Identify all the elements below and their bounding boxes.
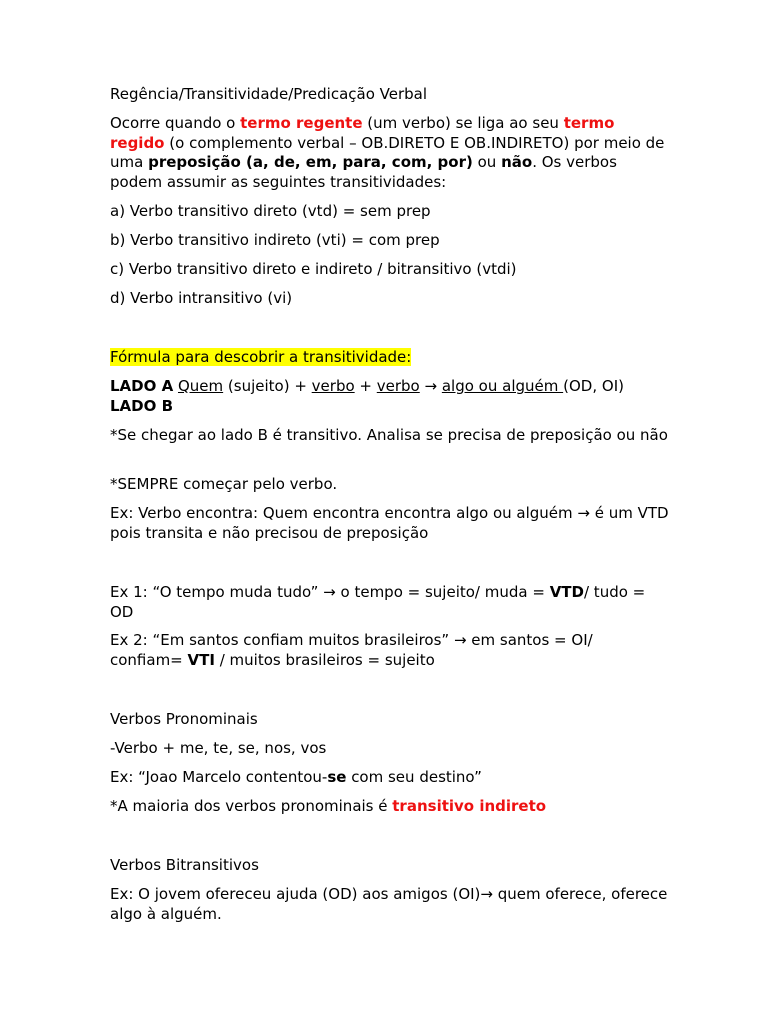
- intro-text-1: Ocorre quando o: [110, 114, 241, 132]
- example-2-text-2: / muitos brasileiros = sujeito: [214, 650, 435, 669]
- pronominais-example: [110, 768, 670, 788]
- pronominais-heading: Verbos Pronominais: [110, 710, 258, 728]
- formula-heading-highlight: Fórmula para descobrir a transitividade:: [110, 348, 412, 366]
- bitransitivos-example: Ex: O jovem ofereceu ajuda (OD) aos amigos (OI)→ quem oferece, oferece algo à alguém.: [110, 885, 668, 923]
- lado-a-label: LADO A: [110, 377, 174, 395]
- od-oi-text: (OD, OI): [563, 377, 624, 395]
- verbo-underlined-2: verbo: [376, 377, 420, 395]
- intro-text-3: (o complemento verbal – OB.DIRETO E OB.INDIRETO) por meio de uma: [110, 133, 665, 171]
- vtd-bold: VTD: [549, 583, 584, 601]
- example-2-text-1: Ex 2: “Em santos confiam muitos brasileiros” → em santos = OI/ confiam=: [110, 631, 593, 669]
- list-item-c: c) Verbo transitivo direto e indireto / bitransitivo (vtdi): [110, 260, 517, 278]
- arrow-text: →: [419, 377, 442, 395]
- pronominais-note: [110, 797, 670, 817]
- pronominais-example-text-2: com seu destino”: [346, 768, 482, 786]
- example-main: Ex: Verbo encontra: Quem encontra encontra algo ou alguém → é um VTD pois transita e não precisou de preposição: [110, 504, 669, 542]
- se-bold: se: [327, 768, 347, 786]
- verbo-underlined-1: verbo: [311, 377, 355, 395]
- formula-heading: [110, 348, 670, 368]
- algo-ou-alguem-underlined: algo ou alguém: [441, 377, 564, 395]
- sujeito-text: (sujeito) +: [223, 377, 312, 395]
- list-item-d: d) Verbo intransitivo (vi): [110, 289, 293, 307]
- intro-text-4: ou: [472, 153, 502, 171]
- intro-text-5: . Os verbos podem assumir as seguintes transitividades:: [110, 153, 617, 191]
- plus-text: +: [354, 377, 377, 395]
- example-1-text-1: Ex 1: “O tempo muda tudo” → o tempo = sujeito/ muda =: [110, 583, 550, 601]
- example-1-text-2: / tudo = OD: [110, 583, 646, 621]
- list-item-b: b) Verbo transitivo indireto (vti) = com prep: [110, 231, 440, 249]
- pronominais-note-text: *A maioria dos verbos pronominais é: [110, 797, 393, 815]
- note-lado-b: *Se chegar ao lado B é transitivo. Analisa se precisa de preposição ou não: [110, 426, 668, 444]
- nao-bold: não: [501, 153, 533, 171]
- vti-bold: VTI: [187, 650, 215, 669]
- note-sempre: *SEMPRE começar pelo verbo.: [110, 475, 338, 493]
- intro-text-2: (um verbo) se liga ao seu: [362, 114, 564, 132]
- preposicao-bold: preposição (a, de, em, para, com, por): [148, 153, 473, 171]
- termo-regido-highlight: termo regido: [110, 114, 615, 152]
- lado-b-label: LADO B: [110, 396, 174, 415]
- list-item-a: a) Verbo transitivo direto (vtd) = sem prep: [110, 202, 431, 220]
- document-title: Regência/Transitividade/Predicação Verbal: [110, 85, 428, 103]
- example-1: [110, 583, 670, 622]
- intro-paragraph: [110, 114, 670, 192]
- formula-paragraph: [110, 377, 670, 416]
- quem-underlined: Quem: [177, 377, 224, 395]
- pronominais-example-text-1: Ex: “Joao Marcelo contentou-: [110, 768, 328, 786]
- example-2: [110, 631, 670, 670]
- pronominais-rule: -Verbo + me, te, se, nos, vos: [110, 739, 327, 757]
- bitransitivos-heading: Verbos Bitransitivos: [110, 856, 259, 874]
- termo-regente-highlight: termo regente: [240, 114, 363, 132]
- transitivo-indireto-highlight: transitivo indireto: [392, 797, 547, 815]
